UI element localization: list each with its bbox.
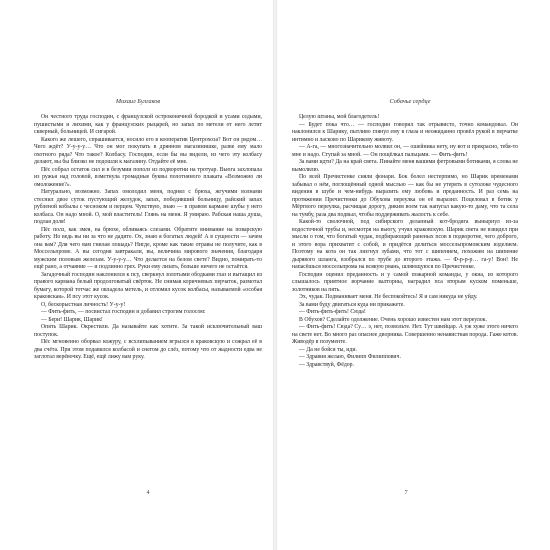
paragraph: Какой-то сволочной, под сибирского деланный кот-бродяга вынырнул из-за водосточной трубы и, несмотря на вьюгу, учуял краковскую. Шарик света не взвидел при мысли о том, что богатый чудак, подбирающий раненых псов в подворотне, чего доброго, и этого вора прихватит с собой, и придётся делиться моссельпромовским изделием. Поэтому на кота он так лязгнул зубами, что тот с шипением, похожим на шипение дырявого шланга, взобрался по трубе до второго этажа. — Ф-р-р-р… га-у! Вон! Не напасёшься моссельпрома на всякую рвань, шляющуюся по Пречистенке. <box>292 219 518 270</box>
paragraph: — Фить-фить! Сюда? Су… э, нет, позвольте. Нет. Тут швейцар. А уж хуже этого ничего на свете нет. Во много раз опаснее дворника. Совершенно ненавистная порода. Гаже котов. Живодёр в позументе. <box>292 324 518 345</box>
paragraph: — Здравствуй, Фёдор. <box>299 361 355 368</box>
paragraph: Пёс мгновенно оборвал кожуру, с всхлипыванием вгрызся в краковскую и сожрал её в два счёта. При этом подавился колбасой и снегом до слёз, потому что от жадности едва не заглотал верёвочку. Ещё, ещё лижу вам руку. <box>34 339 262 360</box>
paragraph: — Будет пока что… — господин говорил так отрывисто, точно командовал. Он наклонился к Шарику, пытливо глянул ему в глаза и неожиданно провёл рукой в перчатке интимно и ласково по Шарикову животу. <box>292 121 518 143</box>
paragraph: — Фить-фить-фить! Сюда! <box>299 309 366 315</box>
paragraph: В Обухов? Сделайте одолжение. Очень хорошо известен нам этот переулок. <box>299 316 487 323</box>
book-gutter <box>273 0 277 550</box>
paragraph: Эх, чудак. Подманивает меня. Не беспокойтесь! Я и сам никуда не уйду. <box>299 294 478 300</box>
left-page <box>8 0 268 550</box>
paragraph: — Здравия желаю, Филипп Филиппович. <box>299 354 401 360</box>
right-running-head: Собачье сердце <box>389 98 431 105</box>
paragraph: О, бескорыстная личность! У-у-у! <box>41 301 126 308</box>
paragraph: Пёс собрал остаток сил и в безумии пополз из подворотни на тротуар. Вьюга захлопала из ружья над головой, взметнула громадные буквы полотняного плаката «Возможно ли омоложение?». <box>34 166 262 188</box>
left-page-number: 4 <box>146 489 150 496</box>
paragraph: За вами идти? Да на край света. Пинайте меня вашими фетровыми ботиками, я слова не вымолвлю. <box>292 159 518 173</box>
paragraph: Натурально, возможно. Запах омолодил меня, поднял с брюха, жгучими волнами стеснил двое суток пустующий желудок, запах, победивший больницу, райский запах рубленой кобылы с чесноком и перцем. Чувствую, знаю — в правом кармане шубы у него колбаса. Он надо мной. О, мой властитель! Глянь на меня. Я умираю. Рабская наша душа, подлая доля! <box>34 189 262 225</box>
left-running-head: Михаил Булгаков <box>115 98 161 105</box>
paragraph: — Да не бойся ты, иди. <box>299 346 357 353</box>
paragraph: За вами буду двигаться куда ни прикажете. <box>299 301 405 308</box>
paragraph: Загадочный господин наклонился к псу, сверкнул золотыми ободками глаз и вытащил из правого кармана белый продолговатый свёрток. Не снимая коричневых перчаток, размотал бумагу, которой тотчас же овладела метель, и отломил кусок колбасы, называемой «особая краковская». И псу этот кусок. <box>34 271 262 300</box>
right-page-number: 7 <box>404 489 408 496</box>
paragraph: Господин оценил преданность и у самой пожарной команды, у окна, из которого слышалось приятное ворчание валторны, наградил пса вторым куском поменьше, золотников на пять. <box>292 271 518 293</box>
right-page <box>280 0 540 550</box>
paragraph: — Фить-фить, — посвистал господин и добавил строгим голосом: <box>41 309 206 315</box>
paragraph: По всей Пречистенке сияли фонари. Бок болел нестерпимо, но Шарик временами забывал о нём, поглощённый одной мыслью — как бы не утерять в сутолоке чудесного видения в шубе и чем-нибудь выразить ему любовь и преданность. И раз семь на протяжении Пречистенки до Обухова переулка он её выразил. Поцеловал в ботик у Мёртвого переулка, расчищая дорогу, диким воем так напугал какую-то даму, что та села на тумбу, раза два подвыл, чтобы поддерживать жалость к себе. <box>292 174 518 218</box>
paragraph: Он честного труда господин, с французской остроконечной бородкой и усами седыми, пушистыми и лихими, как у французских рыцарей, но запах по метели от него летит скверный, больницей. И сигарой. <box>34 114 262 135</box>
paragraph: Какого же лешего, спрашивается, носило его в кооператив Центрохоза? Вот он рядом… Чего ждёт? У-у-у-у… Что он мог покупать в дрянном магазинишке, разве ему мало охотного ряда? Что такое? Колбасу. Господин, если бы вы видели, из чего эту колбасу делают, вы бы близко не подошли к магазину. Отдайте её мне. <box>34 136 262 165</box>
right-page-body <box>292 114 518 369</box>
paragraph: Опять Шарик. Окрестили. Да называйте как хотите. За такой исключительный ваш поступок. <box>34 324 262 338</box>
left-page-body <box>34 114 262 362</box>
paragraph: — А-га, — многозначительно молвил он, — ошейника нету, ну вот и прекрасно, тебя-то мне и надо. Ступай за мной. — Он пощёлкал пальцами. — Фить-фить! <box>292 144 518 158</box>
paragraph: — Бери! Шарик, Шарик! <box>41 316 103 323</box>
paragraph: Целую штаны, мой благодетель! <box>299 114 380 120</box>
paragraph: Пёс полз, как змея, на брюхе, обливаясь слезами. Обратите внимание на поварскую работу. Но ведь вы ни за что не дадите. Ох, знаю я богатых людей! А в сущности — зачем она вам? Для чего вам гнилая лошадь? Нигде, кроме как такие отравы не получите, как в Моссельпроме. А вы сегодня завтракали, вы, величина мирового значения, благодаря мужским половым железам. У-у-у-у… Что делается на белом свете? Видно, помирать-то ещё рано, а отчаяние — и подлинно грех. Руки ему лизать, больше ничего не остаётся. <box>34 226 262 270</box>
